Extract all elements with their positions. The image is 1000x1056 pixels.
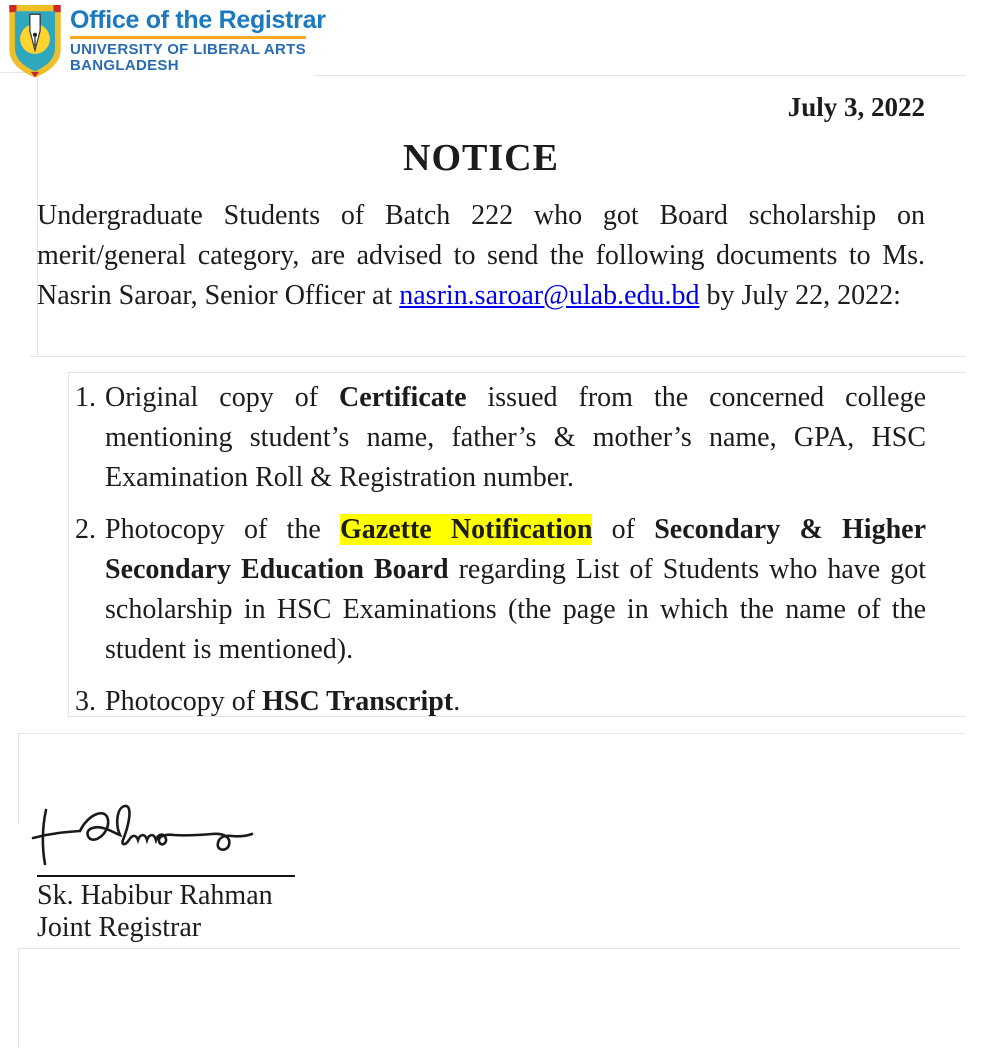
list-item-bold-text: Secondary & Higher Secondary Education Board <box>105 514 926 585</box>
university-name-line1: UNIVERSITY OF LIBERAL ARTS <box>70 41 306 58</box>
letterhead <box>8 4 326 78</box>
logo-underline <box>70 36 306 39</box>
signatory-name: Sk. Habibur Rahman <box>37 880 273 911</box>
list-item-number: 1. <box>75 382 96 413</box>
list-item-text: issued from the concerned college mentioning student’s name, father’s & mother’s name, GPA, HSC Examination Roll & Registration number. <box>105 382 926 493</box>
intro-text-before: Undergraduate Students of Batch 222 who got Board scholarship on merit/general category, are advised to send the following documents to Ms. Nasrin Saroar, Senior Officer at <box>37 200 925 311</box>
list-item <box>68 510 926 670</box>
list-item-text: Photocopy of the <box>105 514 340 545</box>
list-item-text: regarding List of Students who have got scholarship in HSC Examinations (the page in which the name of the student is mentioned). <box>105 554 926 665</box>
intro-text-after: by July 22, 2022: <box>699 280 901 311</box>
highlighted-text: Gazette Notification <box>339 514 593 545</box>
artifact-line <box>30 356 966 357</box>
list-item-number: 2. <box>75 514 96 545</box>
list-item <box>68 378 926 498</box>
artifact-line <box>18 733 19 823</box>
signature-icon <box>28 798 288 876</box>
email-link[interactable]: nasrin.saroar@ulab.edu.bd <box>399 280 700 311</box>
list-item-text: Photocopy of <box>105 686 263 717</box>
artifact-line <box>313 75 966 76</box>
university-name-line2: BANGLADESH <box>70 57 179 74</box>
ulab-shield-icon <box>8 4 62 78</box>
intro-paragraph <box>37 196 925 316</box>
artifact-line <box>18 948 960 949</box>
notice-heading: NOTICE <box>403 137 559 179</box>
letterhead-text <box>70 4 326 78</box>
signature-rule <box>37 875 295 877</box>
list-item-number: 3. <box>75 686 96 717</box>
document-list <box>68 374 926 734</box>
artifact-line <box>18 948 19 1048</box>
list-item-text: . <box>453 686 461 717</box>
list-item-text: of <box>592 514 655 545</box>
office-title: Office of the Registrar <box>70 6 326 34</box>
list-item-bold-text: Certificate <box>339 382 467 413</box>
signatory-title: Joint Registrar <box>37 912 202 943</box>
artifact-line <box>68 372 966 373</box>
list-item-text: Original copy of <box>105 382 340 413</box>
date: July 3, 2022 <box>787 92 925 122</box>
list-item <box>68 682 926 722</box>
list-item-bold-text: HSC Transcript <box>262 686 454 717</box>
